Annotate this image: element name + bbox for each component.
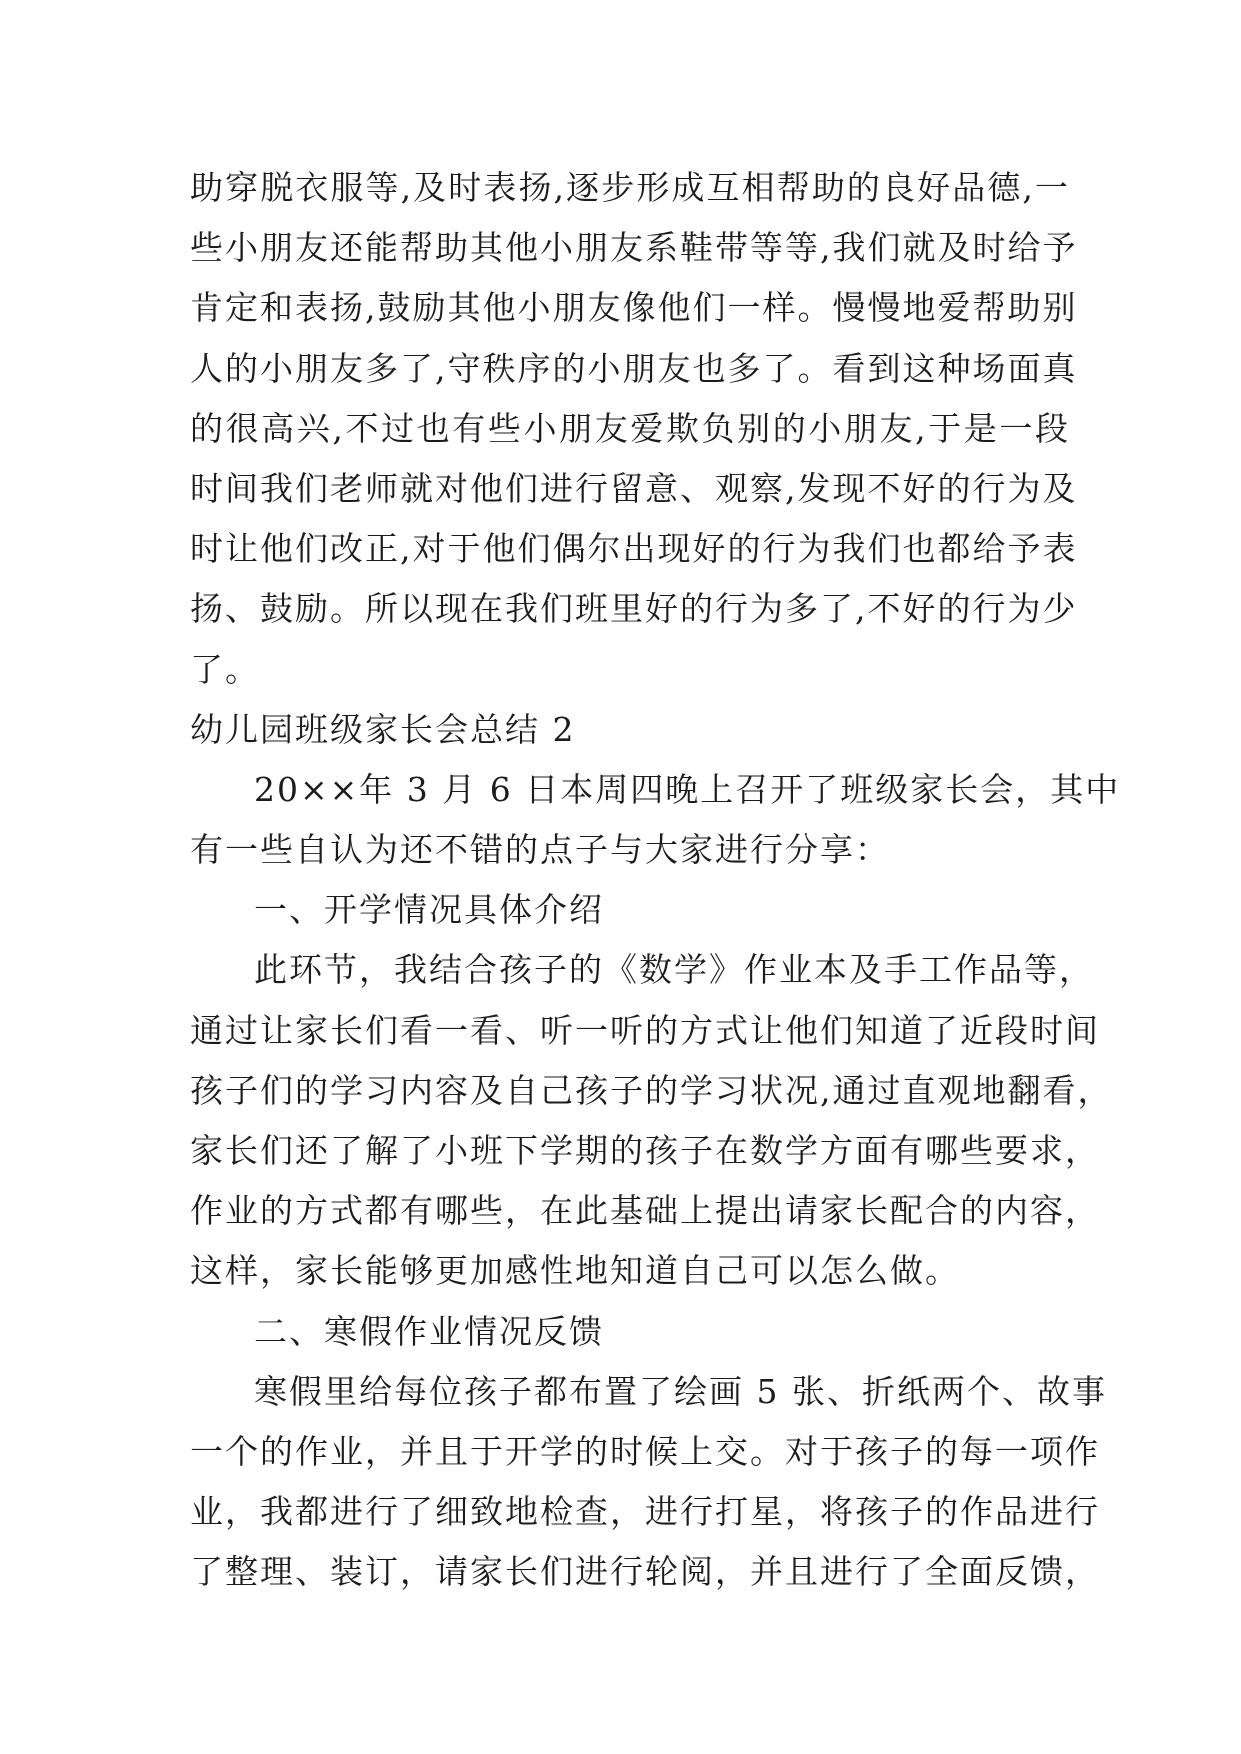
paragraph-line: 助穿脱衣服等,及时表扬,逐步形成互相帮助的良好品德,一 xyxy=(190,168,1070,207)
paragraph-line: 这样，家长能够更加感性地知道自己可以怎么做。 xyxy=(190,1251,960,1291)
paragraph-line: 肯定和表扬,鼓励其他小朋友像他们一样。慢慢地爱帮助别 xyxy=(190,288,1078,328)
paragraph-line: 家长们还了解了小班下学期的孩子在数学方面有哪些要求， xyxy=(190,1131,1100,1170)
subheading: 二、寒假作业情况反馈 xyxy=(254,1311,604,1351)
section-heading: 幼儿园班级家长会总结 2 xyxy=(190,709,576,749)
paragraph-line: 20××年 3 月 6 日本周四晚上召开了班级家长会，其中 xyxy=(254,769,1121,809)
document-body xyxy=(190,158,1121,1603)
paragraph-line: 有一些自认为还不错的点子与大家进行分享： xyxy=(190,830,890,870)
paragraph-line: 扬、鼓励。所以现在我们班里好的行为多了,不好的行为少 xyxy=(190,589,1078,629)
paragraph-line: 孩子们的学习内容及自己孩子的学习状况,通过直观地翻看， xyxy=(190,1070,1113,1110)
paragraph-line: 一个的作业，并且于开学的时候上交。对于孩子的每一项作 xyxy=(190,1431,1100,1471)
paragraph-line: 了整理、装订，请家长们进行轮阅，并且进行了全面反馈， xyxy=(190,1552,1100,1592)
paragraph-line: 些小朋友还能帮助其他小朋友系鞋带等等,我们就及时给予 xyxy=(190,228,1078,268)
paragraph-line: 作业的方式都有哪些，在此基础上提出请家长配合的内容， xyxy=(190,1191,1100,1231)
paragraph-line: 寒假里给每位孩子都布置了绘画 5 张、折纸两个、故事 xyxy=(254,1371,1107,1411)
paragraph-line: 业，我都进行了细致地检查，进行打星，将孩子的作品进行 xyxy=(190,1492,1100,1532)
paragraph-line: 此环节，我结合孩子的《数学》作业本及手工作品等， xyxy=(254,950,1094,990)
paragraph-line: 人的小朋友多了,守秩序的小朋友也多了。看到这种场面真 xyxy=(190,348,1078,388)
subheading: 一、开学情况具体介绍 xyxy=(254,890,604,930)
paragraph-line: 时间我们老师就对他们进行留意、观察,发现不好的行为及 xyxy=(190,468,1078,508)
paragraph-line: 通过让家长们看一看、听一听的方式让他们知道了近段时间 xyxy=(190,1010,1100,1050)
paragraph-line: 的很高兴,不过也有些小朋友爱欺负别的小朋友,于是一段 xyxy=(190,408,1070,448)
paragraph-line: 时让他们改正,对于他们偶尔出现好的行为我们也都给予表 xyxy=(190,529,1078,569)
paragraph-line: 了。 xyxy=(190,649,260,689)
